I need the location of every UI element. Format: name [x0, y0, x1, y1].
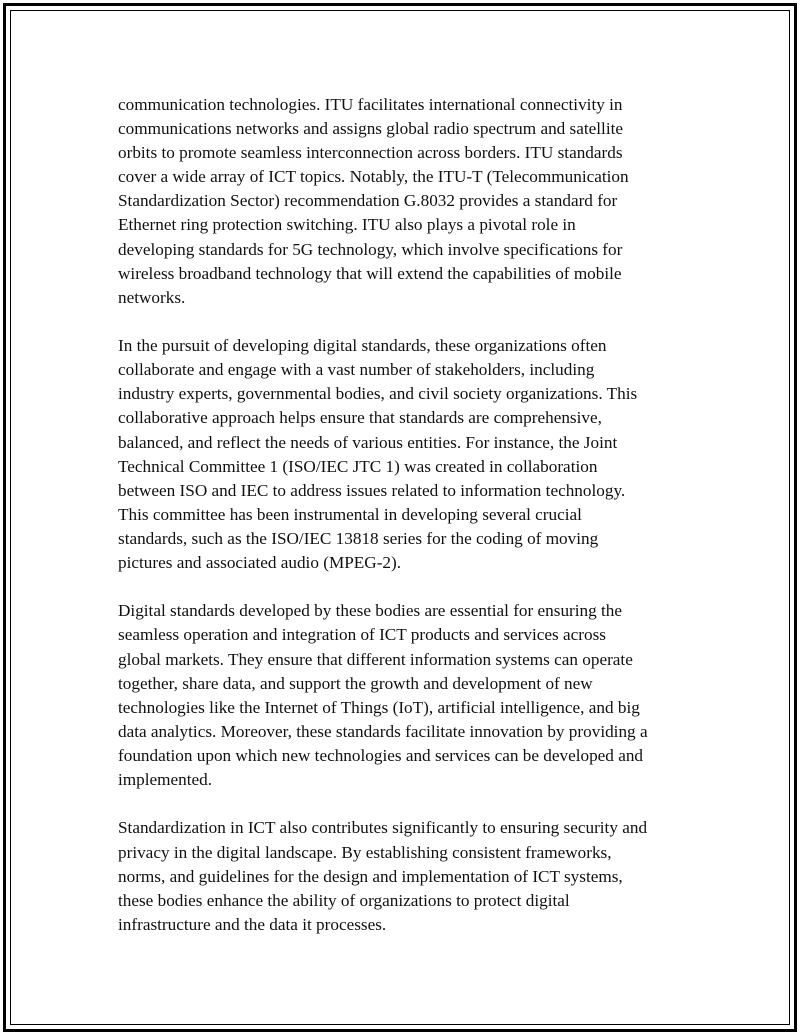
- text-line: privacy in the digital landscape. By establishing consistent frameworks,: [118, 842, 612, 862]
- text-line: Standardization in ICT also contributes significantly to ensuring security and: [118, 818, 648, 838]
- text-line: communication technologies. ITU facilitates international connectivity in: [118, 95, 623, 114]
- text-line: these bodies enhance the ability of organizations to protect digital: [118, 890, 570, 910]
- paragraph-collaboration: [118, 334, 690, 575]
- text-line: cover a wide array of ICT topics. Notably, the ITU-T (Telecommunication: [118, 167, 629, 187]
- text-line: industry experts, governmental bodies, and civil society organizations. This: [118, 384, 638, 404]
- text-line: Ethernet ring protection switching. ITU also plays a pivotal role in: [118, 215, 576, 235]
- text-line: together, share data, and support the growth and development of new: [118, 673, 593, 693]
- text-line: data analytics. Moreover, these standards facilitate innovation by providing a: [118, 721, 648, 741]
- text-line: wireless broadband technology that will extend the capabilities of mobile: [118, 263, 622, 283]
- text-line: collaborate and engage with a vast number of stakeholders, including: [118, 360, 595, 380]
- text-line: balanced, and reflect the needs of various entities. For instance, the Joint: [118, 432, 618, 452]
- text-line: technologies like the Internet of Things (IoT), artificial intelligence, and big: [118, 697, 640, 717]
- text-line: global markets. They ensure that different information systems can operate: [118, 649, 633, 669]
- document-body: [118, 93, 690, 961]
- paragraph-itu-overview: [118, 93, 690, 310]
- text-line: Standardization Sector) recommendation G.8032 provides a standard for: [118, 191, 618, 211]
- text-line: foundation upon which new technologies and services can be developed and: [118, 745, 644, 765]
- text-line: In the pursuit of developing digital standards, these organizations often: [118, 336, 607, 356]
- text-line: implemented.: [118, 770, 213, 790]
- text-line: Technical Committee 1 (ISO/IEC JTC 1) was created in collaboration: [118, 456, 598, 476]
- text-line: standards, such as the ISO/IEC 13818 series for the coding of moving: [118, 528, 599, 548]
- text-line: infrastructure and the data it processes.: [118, 914, 387, 934]
- text-line: pictures and associated audio (MPEG-2).: [118, 552, 402, 572]
- text-line: This committee has been instrumental in developing several crucial: [118, 504, 582, 524]
- text-line: developing standards for 5G technology, which involve specifications for: [118, 239, 623, 259]
- text-line: between ISO and IEC to address issues related to information technology.: [118, 480, 626, 500]
- text-line: networks.: [118, 287, 186, 307]
- text-line: communications networks and assigns global radio spectrum and satellite: [118, 119, 624, 139]
- text-line: collaborative approach helps ensure that standards are comprehensive,: [118, 408, 602, 428]
- paragraph-security-privacy: [118, 816, 690, 936]
- text-line: Digital standards developed by these bodies are essential for ensuring the: [118, 601, 623, 621]
- text-line: orbits to promote seamless interconnection across borders. ITU standards: [118, 143, 623, 163]
- paragraph-digital-standards: [118, 599, 690, 792]
- text-line: norms, and guidelines for the design and implementation of ICT systems,: [118, 866, 623, 886]
- text-line: seamless operation and integration of ICT products and services across: [118, 625, 606, 645]
